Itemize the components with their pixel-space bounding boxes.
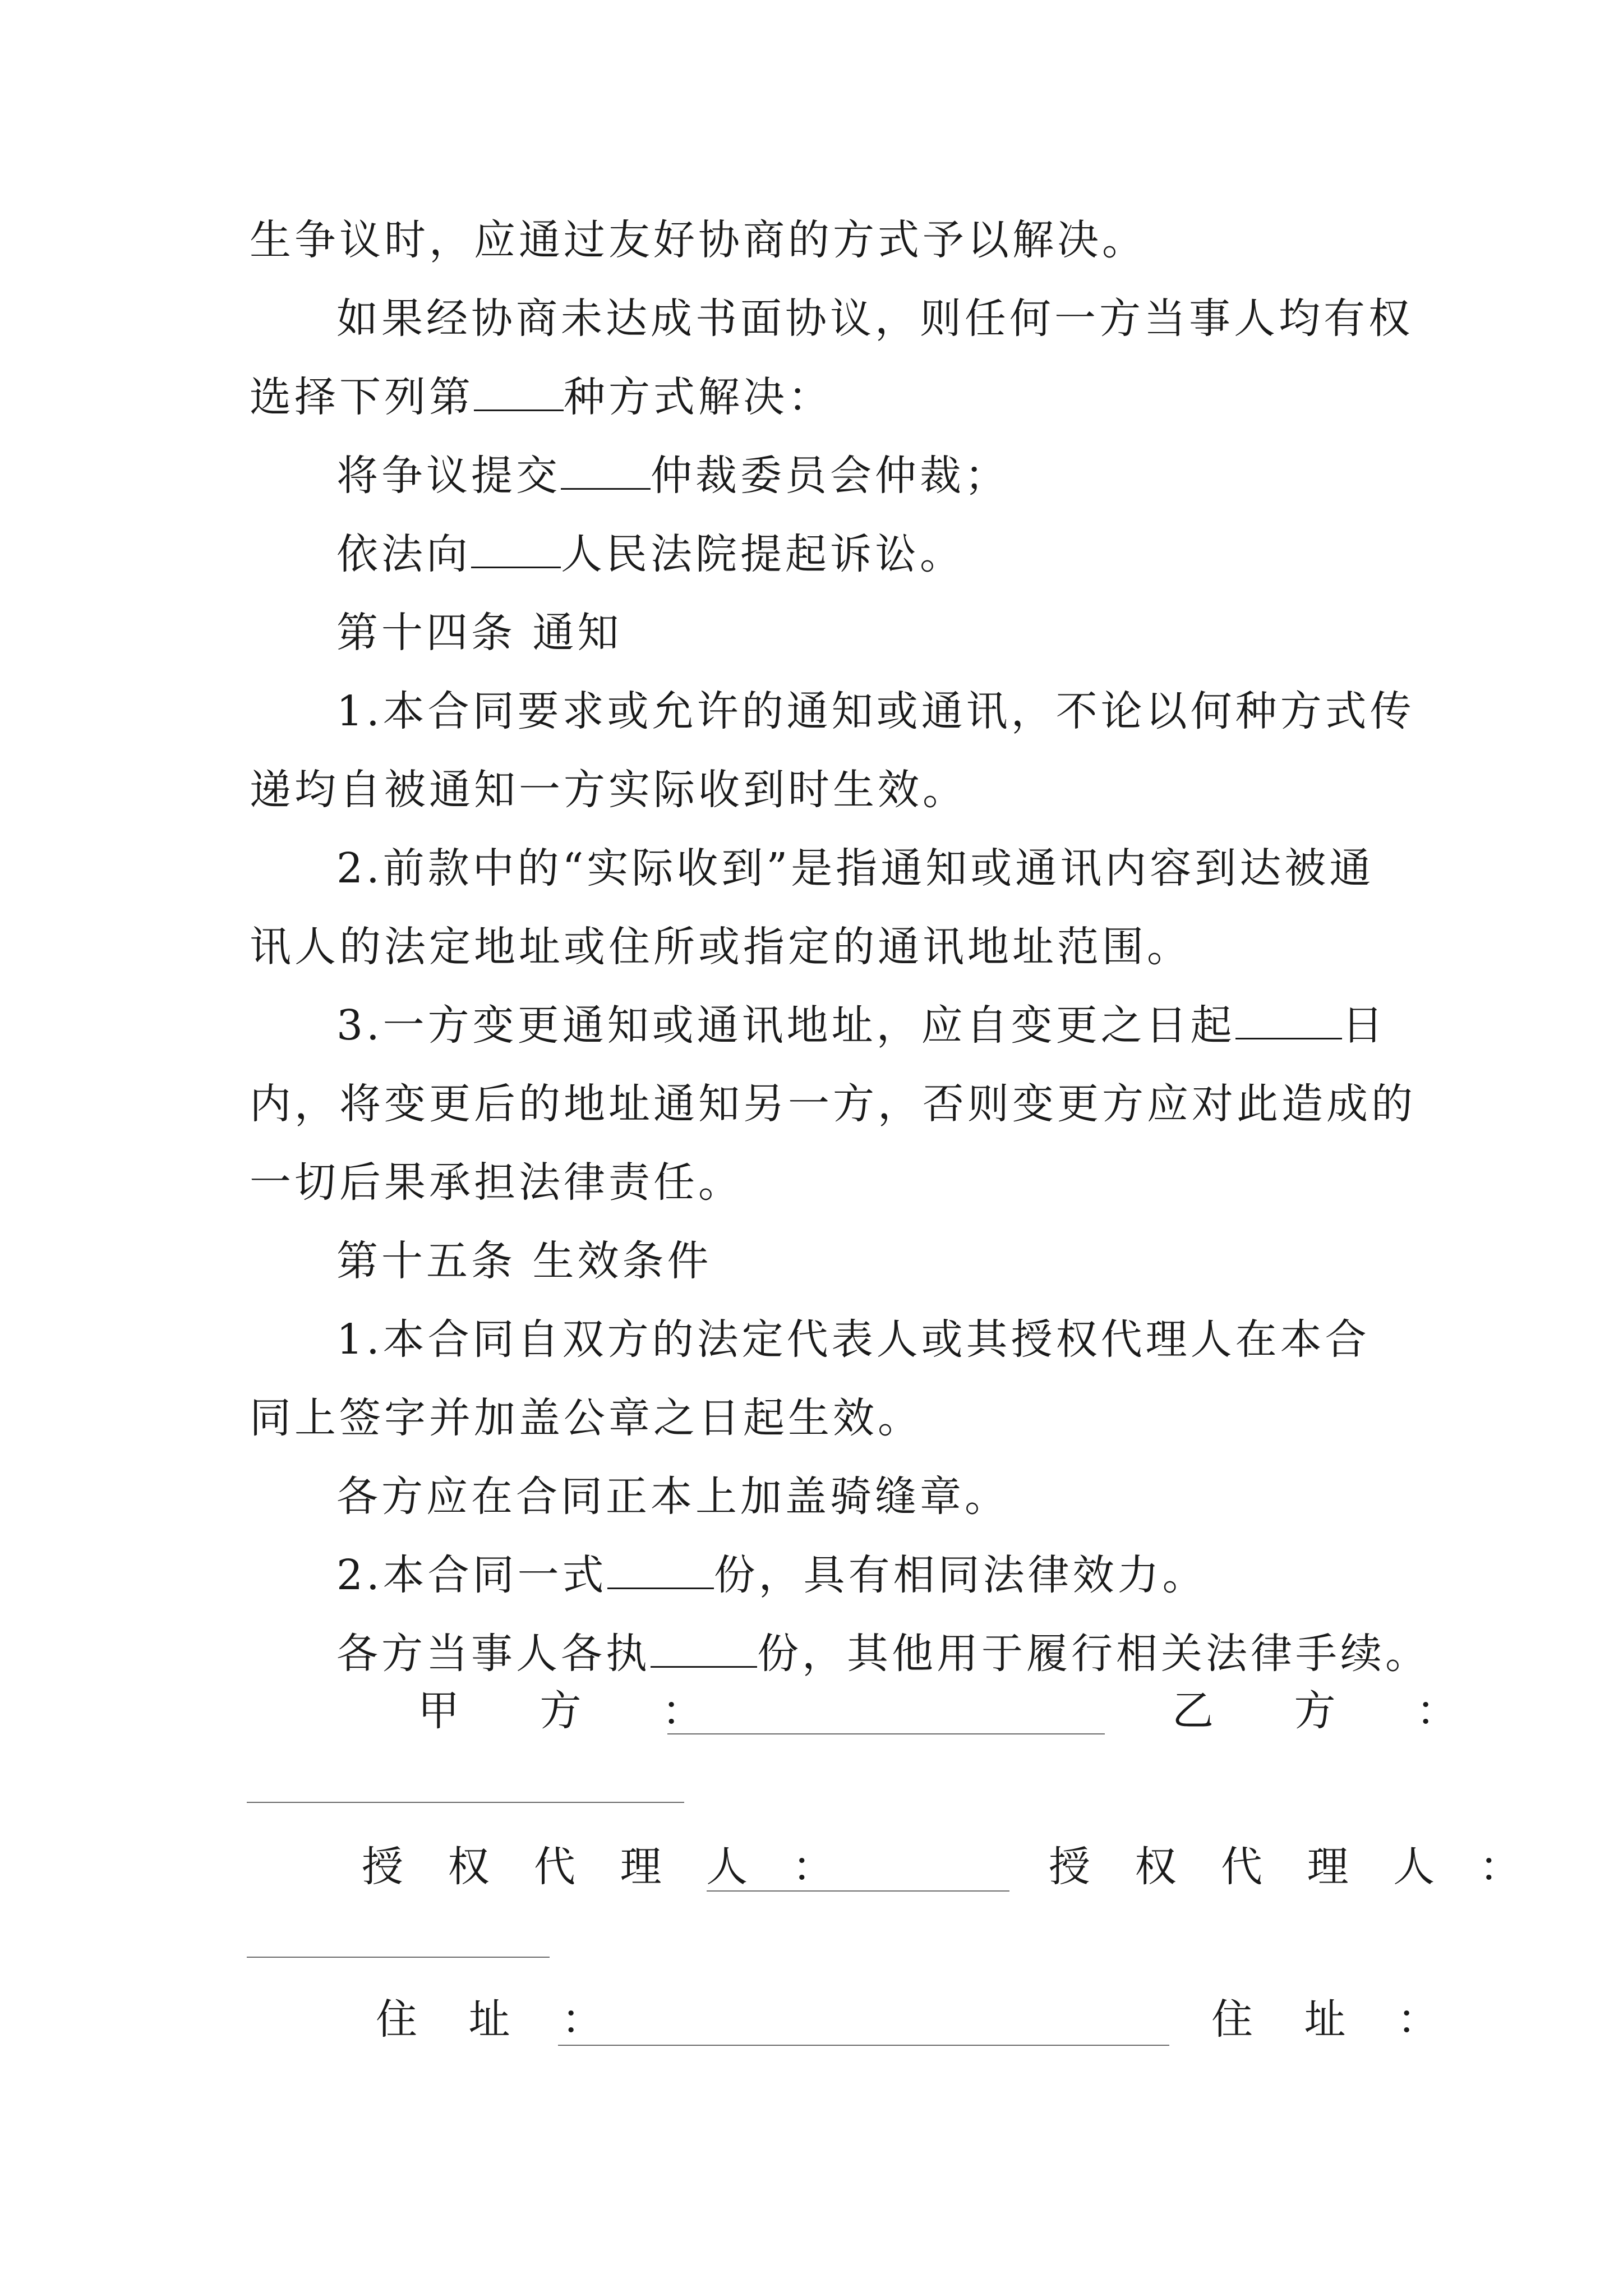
text: 1.本合同要求或允许的通知或通讯，不论以何种方式传 — [336, 687, 1415, 735]
paragraph-line — [336, 683, 1415, 739]
text: 讯人的法定地址或住所或指定的通讯地址范围。 — [250, 923, 1192, 971]
agent-a-label: 授 权 代 理 人 ： — [362, 1843, 850, 1891]
paragraph-line — [336, 1547, 1207, 1603]
text: 选择下列第 — [250, 373, 474, 421]
text: 生争议时，应通过友好协商的方式予以解决。 — [250, 216, 1147, 264]
paragraph-line — [250, 919, 1192, 975]
paragraph-line — [336, 1626, 1430, 1682]
text: 份，具有相同法律效力。 — [713, 1551, 1207, 1599]
text: 依法向 — [336, 530, 471, 578]
text: 人民法院提起诉讼。 — [561, 530, 965, 578]
text: 一切后果承担法律责任。 — [250, 1158, 743, 1207]
text: 份，其他用于履行相关法律手续。 — [757, 1630, 1430, 1678]
fill-blank — [607, 1548, 714, 1589]
text: 第十四条 通知 — [336, 609, 623, 657]
article-heading — [336, 605, 623, 661]
text: 3.一方变更通知或通讯地址，应自变更之日起 — [336, 1001, 1235, 1050]
fill-blank — [651, 1627, 757, 1668]
fill-blank — [474, 370, 564, 411]
paragraph-line — [250, 1076, 1416, 1132]
text: 各方应在合同正本上加盖骑缝章。 — [336, 1473, 1009, 1521]
address-b-label: 住 址 ： — [1211, 1995, 1458, 2044]
party-b-label: 乙 方 ： — [1172, 1687, 1492, 1735]
paragraph-line — [336, 1469, 1009, 1525]
text: 2.前款中的“实际收到”是指通知或通讯内容到达被通 — [336, 844, 1375, 892]
article-heading — [336, 1233, 712, 1289]
address-a-line[interactable] — [558, 2045, 1169, 2046]
text: 将争议提交 — [336, 452, 561, 500]
text: 第十五条 生效条件 — [336, 1237, 712, 1285]
text: 内，将变更后的地址通知另一方，否则变更方应对此造成的 — [250, 1080, 1416, 1128]
paragraph-line — [250, 762, 967, 818]
paragraph-line — [336, 526, 965, 582]
paragraph-line — [336, 1312, 1370, 1368]
text: 同上签字并加盖公章之日起生效。 — [250, 1394, 923, 1442]
paragraph-line — [336, 291, 1413, 347]
paragraph-line — [250, 1154, 743, 1211]
fill-blank — [1235, 999, 1342, 1039]
fill-blank — [471, 527, 561, 568]
text: 2.本合同一式 — [336, 1551, 607, 1599]
text: 递均自被通知一方实际收到时生效。 — [250, 766, 967, 814]
text: 种方式解决： — [564, 373, 833, 421]
fill-blank — [561, 449, 651, 490]
agent-a-signature-line[interactable] — [707, 1890, 1009, 1892]
paragraph-line — [336, 448, 1009, 504]
party-a-signature-line[interactable] — [667, 1733, 1105, 1734]
text: 日 — [1341, 1001, 1387, 1050]
address-a-label: 住 址 ： — [376, 1995, 623, 2044]
paragraph-line — [336, 840, 1374, 896]
party-a-label: 甲 方 ： — [418, 1687, 737, 1735]
paragraph-line — [336, 997, 1387, 1053]
text: 如果经协商未达成书面协议，则任何一方当事人均有权 — [336, 295, 1413, 343]
text: 1.本合同自双方的法定代表人或其授权代理人在本合 — [336, 1315, 1370, 1364]
agent-b-signature-line[interactable] — [247, 1957, 550, 1958]
paragraph-line — [250, 212, 1147, 268]
text: 各方当事人各执 — [336, 1630, 651, 1678]
agent-b-label: 授 权 代 理 人 ： — [1049, 1843, 1537, 1891]
text: 仲裁委员会仲裁； — [651, 452, 1009, 500]
party-b-signature-line[interactable] — [247, 1802, 684, 1803]
paragraph-line — [250, 369, 833, 425]
paragraph-line — [250, 1390, 923, 1446]
